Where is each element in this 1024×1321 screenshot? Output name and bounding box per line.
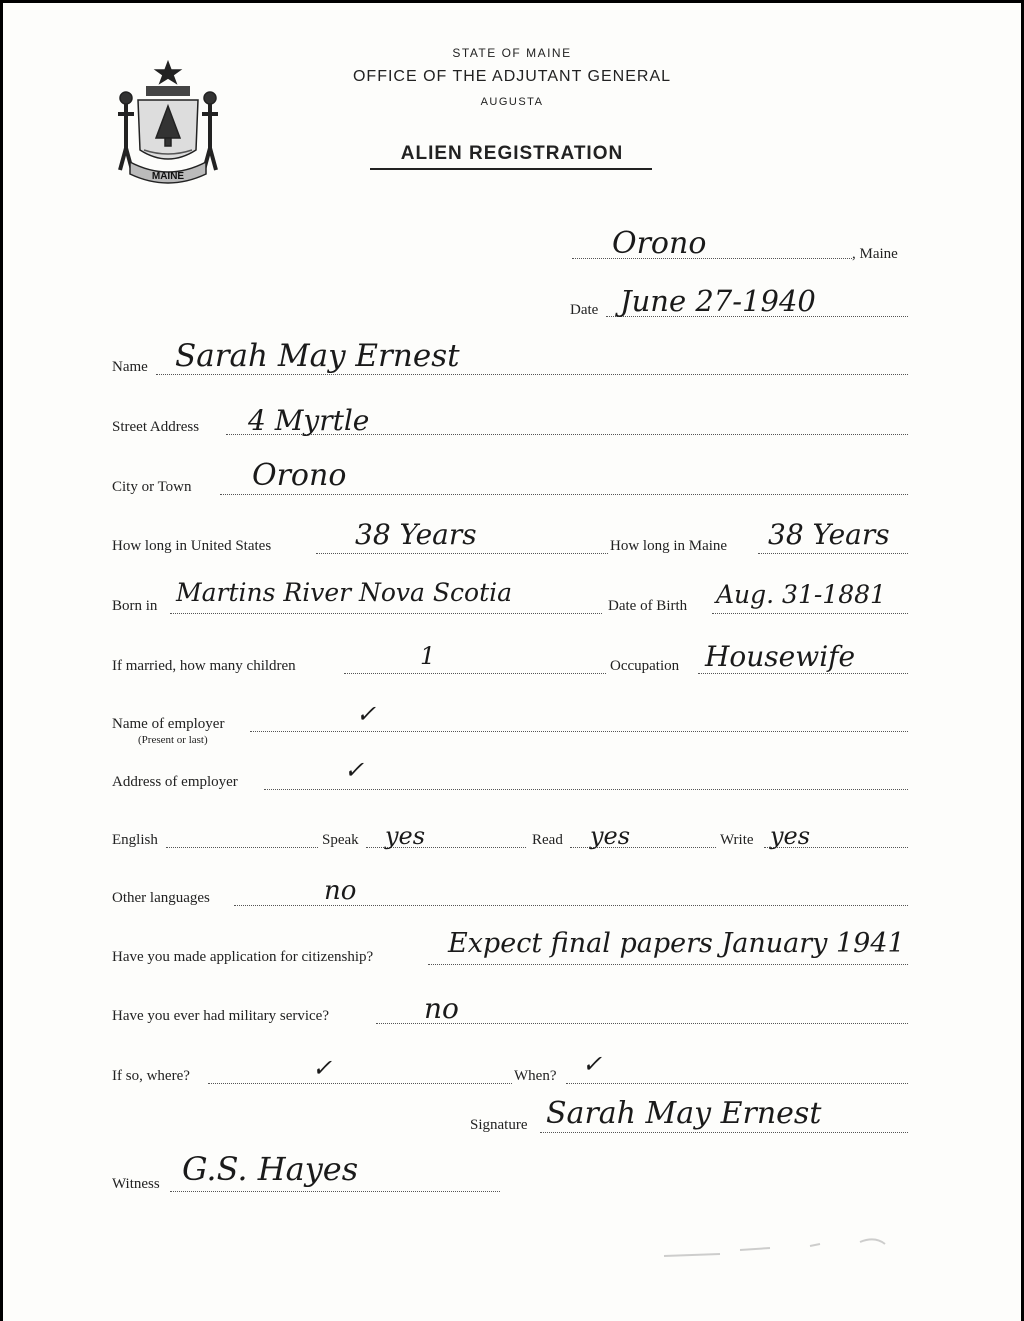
name-line [156,374,908,375]
children-line [344,673,606,674]
witness-line [170,1191,500,1192]
employer-name-value: ✓ [356,700,377,728]
date-of-birth-value: Aug. 31-1881 [716,580,886,609]
where-label: If so, where? [112,1068,190,1084]
occupation-label: Occupation [610,658,680,674]
military-label: Have you ever had military service? [112,1008,329,1024]
witness-label: Witness [112,1176,160,1192]
other-languages-value: no [324,876,357,906]
signature-value: Sarah May Ernest [546,1096,822,1131]
date-of-birth-label: Date of Birth [608,598,688,614]
how-long-maine-value: 38 Years [768,518,890,551]
name-label: Name [112,359,148,375]
children-label: If married, how many children [112,658,296,674]
when-value: ✓ [582,1050,603,1078]
signature-label: Signature [470,1117,528,1133]
employer-address-value: ✓ [344,756,365,784]
title-underline [370,168,652,170]
seal-text: MAINE [151,171,185,182]
name-value: Sarah May Ernest [175,338,460,374]
header-office: OFFICE OF THE ADJUTANT GENERAL [352,68,672,85]
street-address-label: Street Address [112,419,200,435]
header-state: STATE OF MAINE [452,46,572,60]
citizenship-value: Expect final papers January 1941 [448,928,905,959]
other-languages-label: Other languages [112,890,210,906]
date-of-birth-line [712,613,908,614]
signature-line [540,1132,908,1133]
date-label: Date [570,302,599,318]
date-value: June 27-1940 [620,284,816,318]
where-value: ✓ [312,1054,333,1082]
city-line [220,494,908,495]
employer-name-line [250,731,908,732]
occupation-value: Housewife [705,640,856,673]
read-label: Read [532,832,563,848]
children-value: 1 [420,642,436,670]
town-value: Orono [612,226,707,261]
english-label: English [112,832,158,848]
how-long-us-label: How long in United States [112,538,272,554]
how-long-us-line [316,553,608,554]
how-long-maine-label: How long in Maine [610,538,728,554]
employer-name-label: Name of employer [112,716,225,732]
write-label: Write [720,832,754,848]
write-value: yes [770,822,811,850]
speak-value: yes [385,822,426,850]
faint-stamp-marks [660,1232,920,1262]
how-long-us-value: 38 Years [355,518,477,551]
street-address-value: 4 Myrtle [248,404,370,437]
header-city: AUGUSTA [480,96,544,108]
city-label: City or Town [112,479,192,495]
military-value: no [424,992,459,1025]
born-in-value: Martins River Nova Scotia [176,578,513,607]
employer-address-label: Address of employer [112,774,238,790]
maine-label: , Maine [852,246,898,262]
citizenship-line [428,964,908,965]
employer-address-line [264,789,908,790]
form-title: ALIEN REGISTRATION [400,143,624,164]
where-line [208,1083,512,1084]
scan-border-left [0,0,3,1321]
when-line [566,1083,908,1084]
born-in-label: Born in [112,598,158,614]
read-value: yes [590,822,631,850]
occupation-line [698,673,908,674]
english-line [166,847,318,848]
born-in-line [170,613,602,614]
witness-value: G.S. Hayes [182,1150,359,1188]
how-long-maine-line [758,553,908,554]
employer-name-note: (Present or last) [138,734,208,746]
scan-border-top [0,0,1024,3]
city-value: Orono [252,458,347,493]
citizenship-label: Have you made application for citizenship? [112,949,374,965]
when-label: When? [514,1068,557,1084]
speak-label: Speak [322,832,359,848]
